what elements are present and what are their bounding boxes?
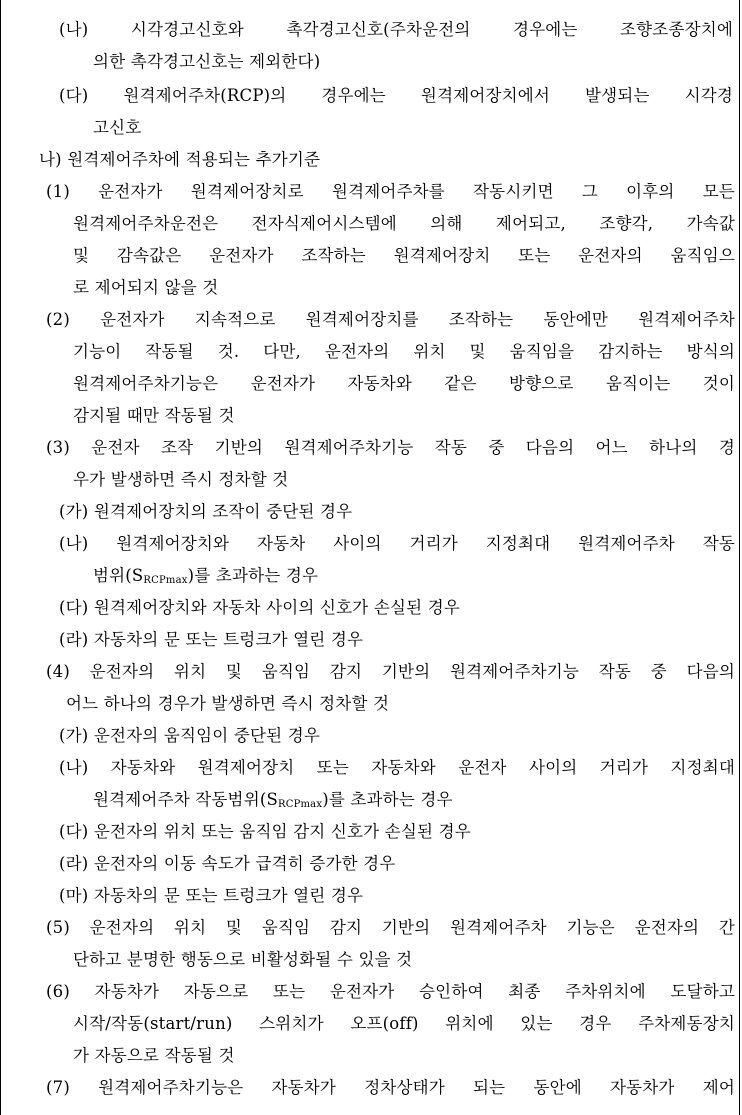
text-line: (가) 원격제어장치의 조작이 중단된 경우 xyxy=(59,502,353,521)
text-line xyxy=(93,566,318,586)
text-line: 단하고 분명한 행동으로 비활성화될 수 있을 것 xyxy=(73,950,413,969)
text-line: 원격제어주차운전은 전자식제어시스템에 의해 제어되고, 조향각, 가속값 xyxy=(73,214,735,233)
text-line: 원격제어주차기능은 운전자가 자동차와 같은 방향으로 움직이는 것이 xyxy=(73,374,735,393)
text-line: (6) 자동차가 자동으로 또는 운전자가 승인하여 최종 주차위치에 도달하고 xyxy=(46,982,735,1001)
text-line: (다) 원격제어장치와 자동차 사이의 신호가 손실된 경우 xyxy=(59,598,461,617)
text-segment: 범위(S xyxy=(93,566,144,585)
text-line: 로 제어되지 않을 것 xyxy=(73,278,219,297)
text-segment: 원격제어주차 작동범위(S xyxy=(93,790,278,809)
subscript: RCPmax xyxy=(277,799,323,810)
text-line: (마) 자동차의 문 또는 트렁크가 열린 경우 xyxy=(59,886,364,905)
text-segment: )를 초과하는 경우 xyxy=(322,790,453,809)
text-line: 및 감속값은 운전자가 조작하는 원격제어장치 또는 운전자의 움직임으 xyxy=(73,246,735,265)
text-line: (5) 운전자의 위치 및 움직임 감지 기반의 원격제어주차 기능은 운전자의 간 xyxy=(46,918,735,937)
text-line: 나) 원격제어주차에 적용되는 추가기준 xyxy=(39,150,321,169)
text-line: 의한 촉각경고신호는 제외한다) xyxy=(93,52,321,71)
text-line: 어느 하나의 경우가 발생하면 즉시 정차할 것 xyxy=(66,694,390,713)
text-line xyxy=(93,790,453,810)
text-line: (다) 운전자의 위치 또는 움직임 감지 신호가 손실된 경우 xyxy=(59,822,471,841)
text-line: 고신호 xyxy=(93,118,142,137)
text-line: (나) 자동차와 원격제어장치 또는 자동차와 운전자 사이의 거리가 지정최대 xyxy=(59,758,735,777)
text-line: 기능이 작동될 것. 다만, 운전자의 위치 및 움직임을 감지하는 방식의 xyxy=(73,342,735,361)
text-line: (나) 원격제어장치와 자동차 사이의 거리가 지정최대 원격제어주차 작동 xyxy=(59,534,735,553)
text-line: (라) 자동차의 문 또는 트렁크가 열린 경우 xyxy=(59,630,364,649)
subscript: RCPmax xyxy=(143,575,188,586)
text-line: 가 자동으로 작동될 것 xyxy=(73,1046,235,1065)
text-line: (2) 운전자가 지속적으로 원격제어장치를 조작하는 동안에만 원격제어주차 xyxy=(46,310,735,329)
text-line: (3) 운전자 조작 기반의 원격제어주차기능 작동 중 다음의 어느 하나의 경 xyxy=(46,438,735,457)
text-line: (1) 운전자가 원격제어장치로 원격제어주차를 작동시키면 그 이후의 모든 xyxy=(46,182,735,201)
text-line: (라) 운전자의 이동 속도가 급격히 증가한 경우 xyxy=(59,854,396,873)
text-line: (7) 원격제어주차기능은 자동차가 정차상태가 되는 동안에 자동차가 제어 xyxy=(46,1078,735,1097)
text-line: (4) 운전자의 위치 및 움직임 감지 기반의 원격제어주차기능 작동 중 다음의 xyxy=(46,662,735,681)
text-line: 시작/작동(start/run) 스위치가 오프(off) 위치에 있는 경우 주차제동장치 xyxy=(73,1014,735,1033)
text-segment: )를 초과하는 경우 xyxy=(187,566,319,585)
text-line: 우가 발생하면 즉시 정차할 것 xyxy=(73,470,289,489)
text-line: (가) 운전자의 움직임이 중단된 경우 xyxy=(59,726,320,745)
text-line: (다) 원격제어주차(RCP)의 경우에는 원격제어장치에서 발생되는 시각경 xyxy=(59,86,733,105)
text-line: 감지될 때만 작동될 것 xyxy=(73,406,235,425)
text-line: (나) 시각경고신호와 촉각경고신호(주차운전의 경우에는 조향조종장치에 xyxy=(59,20,733,39)
